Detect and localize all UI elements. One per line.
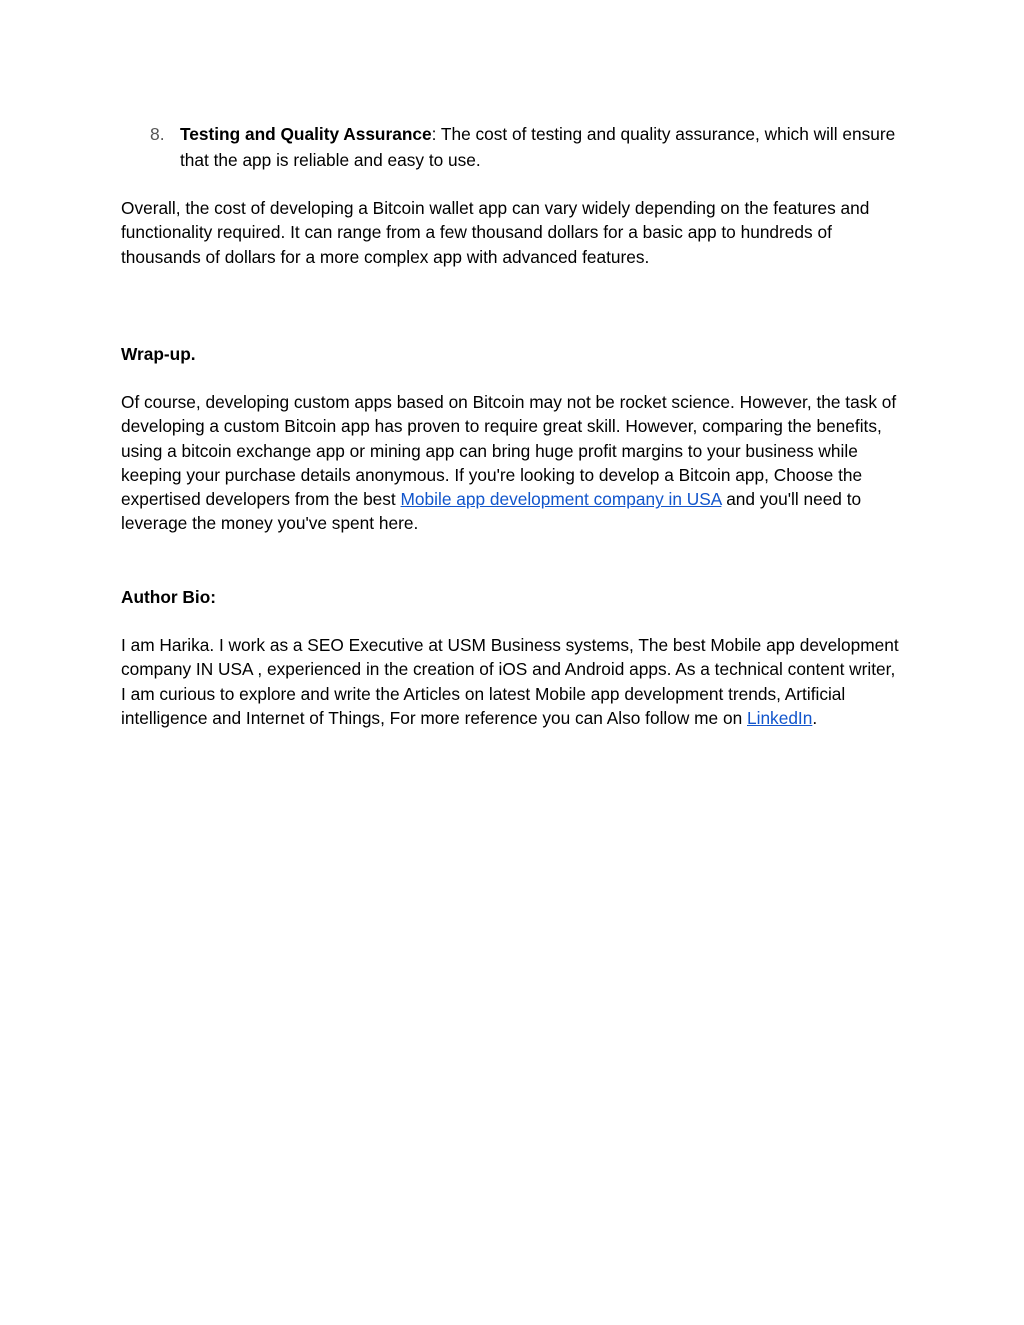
list-item-title: Testing and Quality Assurance [180, 124, 432, 144]
wrapup-heading: Wrap-up. [121, 344, 196, 364]
wrapup-text: Of course, developing custom apps based on Bitcoin may not be rocket science. However, the task of developing a custom Bitcoin app has proven to require great skill. However, comparing the benefits, using a bitcoin exchange app or mining app can bring huge profit margins to your business while keeping your purchase details anonymous. If you're looking to develop a Bitcoin app, Choose the expertised developers from the best [121, 392, 897, 510]
wrapup-paragraph [121, 390, 903, 536]
author-bio-text-end: . [812, 707, 818, 728]
author-bio-paragraph [121, 633, 903, 730]
linkedin-link[interactable]: LinkedIn [747, 707, 813, 728]
list-item-body [180, 121, 910, 173]
author-bio-heading: Author Bio: [121, 587, 217, 607]
overall-paragraph: Overall, the cost of developing a Bitcoin wallet app can vary widely depending on the features and functionality required. It can range from a few thousand dollars for a basic app to hundreds of thousands of dollars for a more complex app with advanced features. [121, 198, 870, 267]
list-item-text: : The cost of testing and quality assurance, which will ensure that the app is reliable and easy to use. [180, 124, 896, 170]
mobile-app-company-link[interactable]: Mobile app development company in USA [400, 489, 722, 510]
list-item-testing [150, 121, 910, 173]
wrapup-text-end: and you'll need to leverage the money you've spent here. [121, 489, 862, 534]
list-number: 8. [150, 124, 165, 144]
author-bio-text: I am Harika. I work as a SEO Executive at USM Business systems, The best Mobile app development company IN USA , experienced in the creation of iOS and Android apps. As a technical content writer, I am curious to explore and write the Articles on latest Mobile app development trends, Artificial intelligence and Internet of Things, For more reference you can Also follow me on [121, 635, 899, 728]
